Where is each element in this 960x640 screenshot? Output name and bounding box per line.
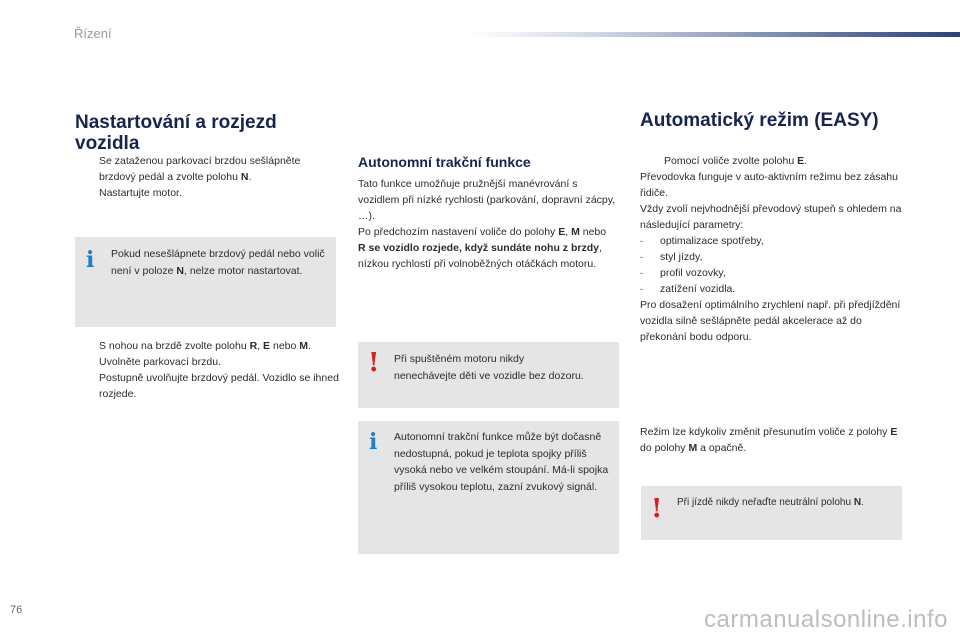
info-box-engine-start — [75, 237, 336, 327]
step-item: S nohou na brzdě zvolte polohu R, E nebo M. — [99, 340, 311, 352]
heading-start-and-drive-off: Nastartování a rozjezd vozidla — [75, 112, 277, 154]
info-icon: i — [86, 247, 95, 273]
info-icon: i — [369, 429, 378, 455]
step-item: Postupně uvolňujte brzdový pedál. Vozidlo se ihned rozjede. — [99, 372, 339, 400]
dash-item: - styl jízdy, — [640, 251, 703, 263]
heading-autonomous-traction: Autonomní trakční funkce — [358, 154, 531, 170]
automatic-mode-description: Pomocí voliče zvolte polohu E. Převodovka funguje v auto-aktivním režimu bez zásahu řidiče. Vždy zvolí nejvhodnější převodový stupeň s ohledem na následující parametry: - optimalizace spotřeby, - styl jízdy, - profil vozovky, - zatížení vozidla. Pro dosažení optimálního zrychlení např. při předjíždění vozidla silně sešlápněte pedál akcelerace až do překonání bodu odporu. — [640, 153, 905, 345]
info-box-text: Autonomní trakční funkce může být dočasně nedostupná, pokud je teplota spojky příliš vysoká nebo ve velkém stoupání. Má-li spojka příliš vysokou teplotu, zazní zvukový signál. — [394, 431, 609, 493]
mode-change-text: Režim lze kdykoliv změnit přesunutím voliče z polohy E do polohy M a opačně. — [640, 426, 898, 454]
warning-icon: ! — [651, 494, 663, 524]
heading-automatic-mode: Automatický režim (EASY) — [640, 110, 879, 131]
warning-box-children — [358, 342, 619, 408]
step-item: Se zataženou parkovací brzdou sešlápněte brzdový pedál a zvolte polohu N. — [99, 155, 301, 183]
section-title: Řízení — [74, 26, 112, 41]
autonomous-traction-description: Tato funkce umožňuje pružnější manévrování s vozidlem při nízké rychlosti (parkování, dopravní zácpy, …). Po předchozím nastavení voliče do polohy E, M nebo R se vozidlo rozjede, když sundáte nohu z brzdy, nízkou rychlostí při volnoběžných otáčkách motoru. — [358, 178, 616, 270]
step-item: Pomocí voliče zvolte polohu E. — [664, 155, 808, 167]
info-box-traction-unavailable — [358, 421, 619, 554]
dash-item: - optimalizace spotřeby, — [640, 235, 764, 247]
step-item: Uvolněte parkovací brzdu. — [99, 356, 221, 368]
warning-box-text: Při jízdě nikdy neřaďte neutrální polohu N. — [677, 497, 864, 508]
steps-b-list — [75, 338, 340, 402]
warning-box-neutral — [641, 486, 902, 540]
dash-item: - profil vozovky, — [640, 267, 726, 279]
warning-icon: ! — [368, 348, 380, 378]
info-box-text: Pokud nesešlápnete brzdový pedál nebo volič není v poloze N, nelze motor nastartovat. — [111, 248, 325, 277]
header-gradient-bar — [470, 32, 960, 37]
page-number: 76 — [10, 604, 23, 616]
steps-a-list — [75, 153, 340, 201]
step-item: Nastartujte motor. — [99, 187, 182, 199]
watermark: carmanualsonline.info — [704, 606, 948, 633]
dash-item: - zatížení vozidla. — [640, 283, 736, 295]
warning-box-text: Při spuštěném motoru nikdy nenechávejte děti ve vozidle bez dozoru. — [394, 353, 584, 382]
